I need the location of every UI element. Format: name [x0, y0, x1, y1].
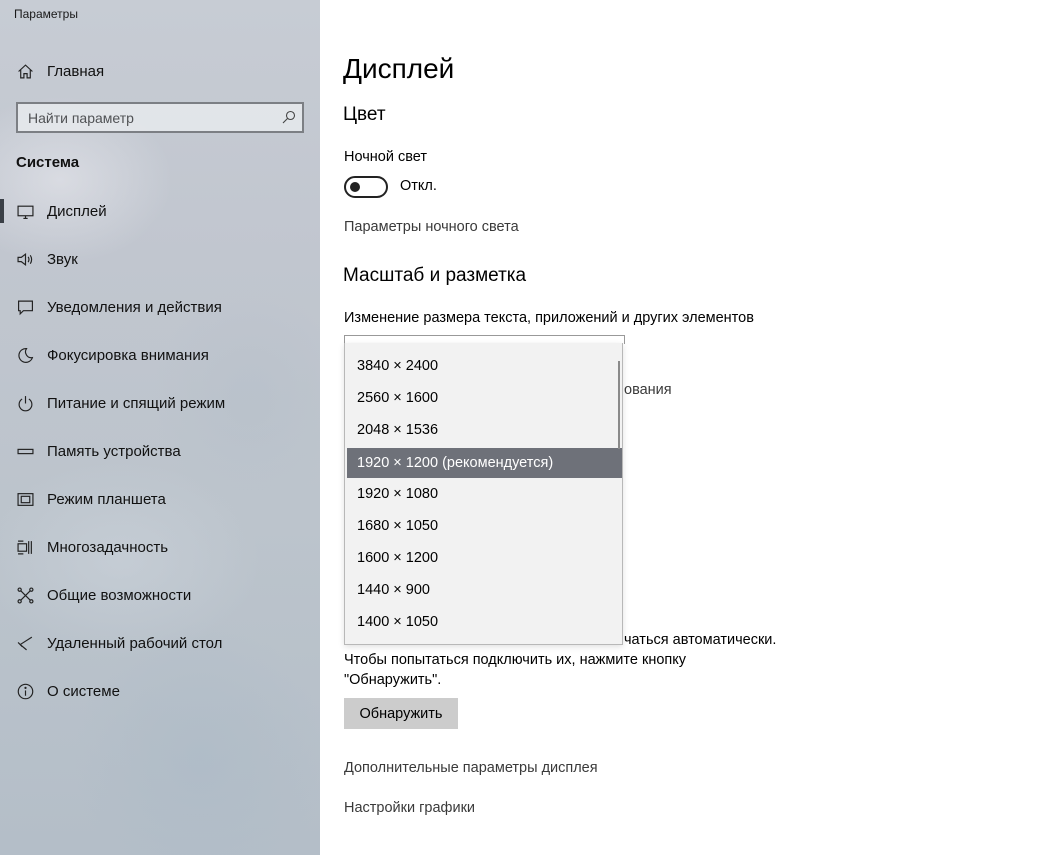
monitor-icon	[16, 202, 34, 220]
advanced-display-link[interactable]: Дополнительные параметры дисплея	[344, 760, 598, 776]
storage-icon	[16, 442, 34, 460]
sidebar-item-focus-assist[interactable]	[0, 335, 320, 375]
sidebar-item-sound[interactable]	[0, 239, 320, 279]
window-title: Параметры	[14, 7, 78, 21]
sidebar-item-storage[interactable]	[0, 431, 320, 471]
moon-icon	[16, 346, 34, 364]
dropdown-option[interactable]: 1680 × 1050	[357, 518, 439, 534]
dropdown-option[interactable]: 1400 × 1050	[357, 614, 439, 630]
sidebar-item-shared-experiences[interactable]	[0, 575, 320, 615]
section-header: Система	[16, 154, 80, 171]
dropdown-scrollbar[interactable]	[618, 361, 620, 449]
resolution-dropdown-list[interactable]	[344, 343, 623, 645]
main-content	[320, 0, 1059, 855]
sidebar-item-tablet[interactable]	[0, 479, 320, 519]
search-input[interactable]	[28, 108, 273, 127]
sidebar-item-about[interactable]	[0, 671, 320, 711]
sidebar-item-label: О системе	[47, 682, 120, 700]
dropdown-option[interactable]: 1920 × 1080	[357, 486, 439, 502]
night-light-toggle[interactable]	[344, 176, 388, 198]
sidebar-item-power[interactable]	[0, 383, 320, 423]
dropdown-option-selected[interactable]: 1920 × 1200 (рекомендуется)	[347, 448, 622, 478]
dropdown-option[interactable]: 1440 × 900	[357, 582, 430, 598]
sidebar-item-label: Удаленный рабочий стол	[47, 634, 223, 652]
sidebar-item-remote-desktop[interactable]	[0, 623, 320, 663]
sidebar-item-label: Дисплей	[47, 202, 107, 220]
sidebar-item-label: Режим планшета	[47, 490, 166, 508]
color-section-heading: Цвет	[343, 104, 386, 125]
sidebar-item-multitasking[interactable]	[0, 527, 320, 567]
page-title: Дисплей	[343, 53, 455, 84]
home-icon	[16, 62, 34, 80]
detect-text-line3: "Обнаружить".	[344, 672, 442, 688]
power-icon	[16, 394, 34, 412]
scale-label: Изменение размера текста, приложений и других элементов	[344, 310, 754, 326]
detect-text-line2: Чтобы попытаться подключить их, нажмите кнопку	[344, 652, 687, 668]
tablet-icon	[16, 490, 34, 508]
sidebar-item-label: Память устройства	[47, 442, 181, 460]
dropdown-option[interactable]: 3840 × 2400	[357, 358, 439, 374]
sidebar-item-label: Общие возможности	[47, 586, 192, 604]
night-light-label: Ночной свет	[344, 149, 427, 165]
detect-button[interactable]: Обнаружить	[344, 698, 458, 729]
nav-home-label: Главная	[47, 62, 105, 80]
dropdown-option[interactable]: 2560 × 1600	[357, 390, 439, 406]
night-light-settings-link[interactable]: Параметры ночного света	[344, 219, 519, 235]
sidebar-item-label: Фокусировка внимания	[47, 346, 209, 364]
dropdown-option[interactable]: 2048 × 1536	[357, 422, 439, 438]
shared-experiences-icon	[16, 586, 34, 604]
info-icon	[16, 682, 34, 700]
remote-desktop-icon	[16, 634, 34, 652]
nav-home[interactable]	[0, 54, 320, 88]
sidebar	[0, 0, 320, 855]
night-light-state: Откл.	[400, 178, 437, 194]
search-icon[interactable]	[282, 110, 296, 124]
speaker-icon	[16, 250, 34, 268]
toggle-knob	[350, 182, 360, 192]
custom-scaling-link-partial[interactable]: ования	[624, 382, 672, 398]
sidebar-item-notifications[interactable]	[0, 287, 320, 327]
scale-section-heading: Масштаб и разметка	[343, 265, 527, 286]
notification-icon	[16, 298, 34, 316]
multitasking-icon	[16, 538, 34, 556]
detect-text-partial: чаться автоматически.	[624, 632, 777, 648]
dropdown-option[interactable]: 1600 × 1200	[357, 550, 439, 566]
sidebar-item-label: Питание и спящий режим	[47, 394, 226, 412]
graphics-settings-link[interactable]: Настройки графики	[344, 800, 476, 816]
sidebar-item-display[interactable]	[0, 191, 320, 231]
sidebar-item-label: Многозадачность	[47, 538, 169, 556]
sidebar-item-label: Уведомления и действия	[47, 298, 222, 316]
search-box[interactable]	[16, 102, 304, 133]
sidebar-item-label: Звук	[47, 250, 78, 268]
